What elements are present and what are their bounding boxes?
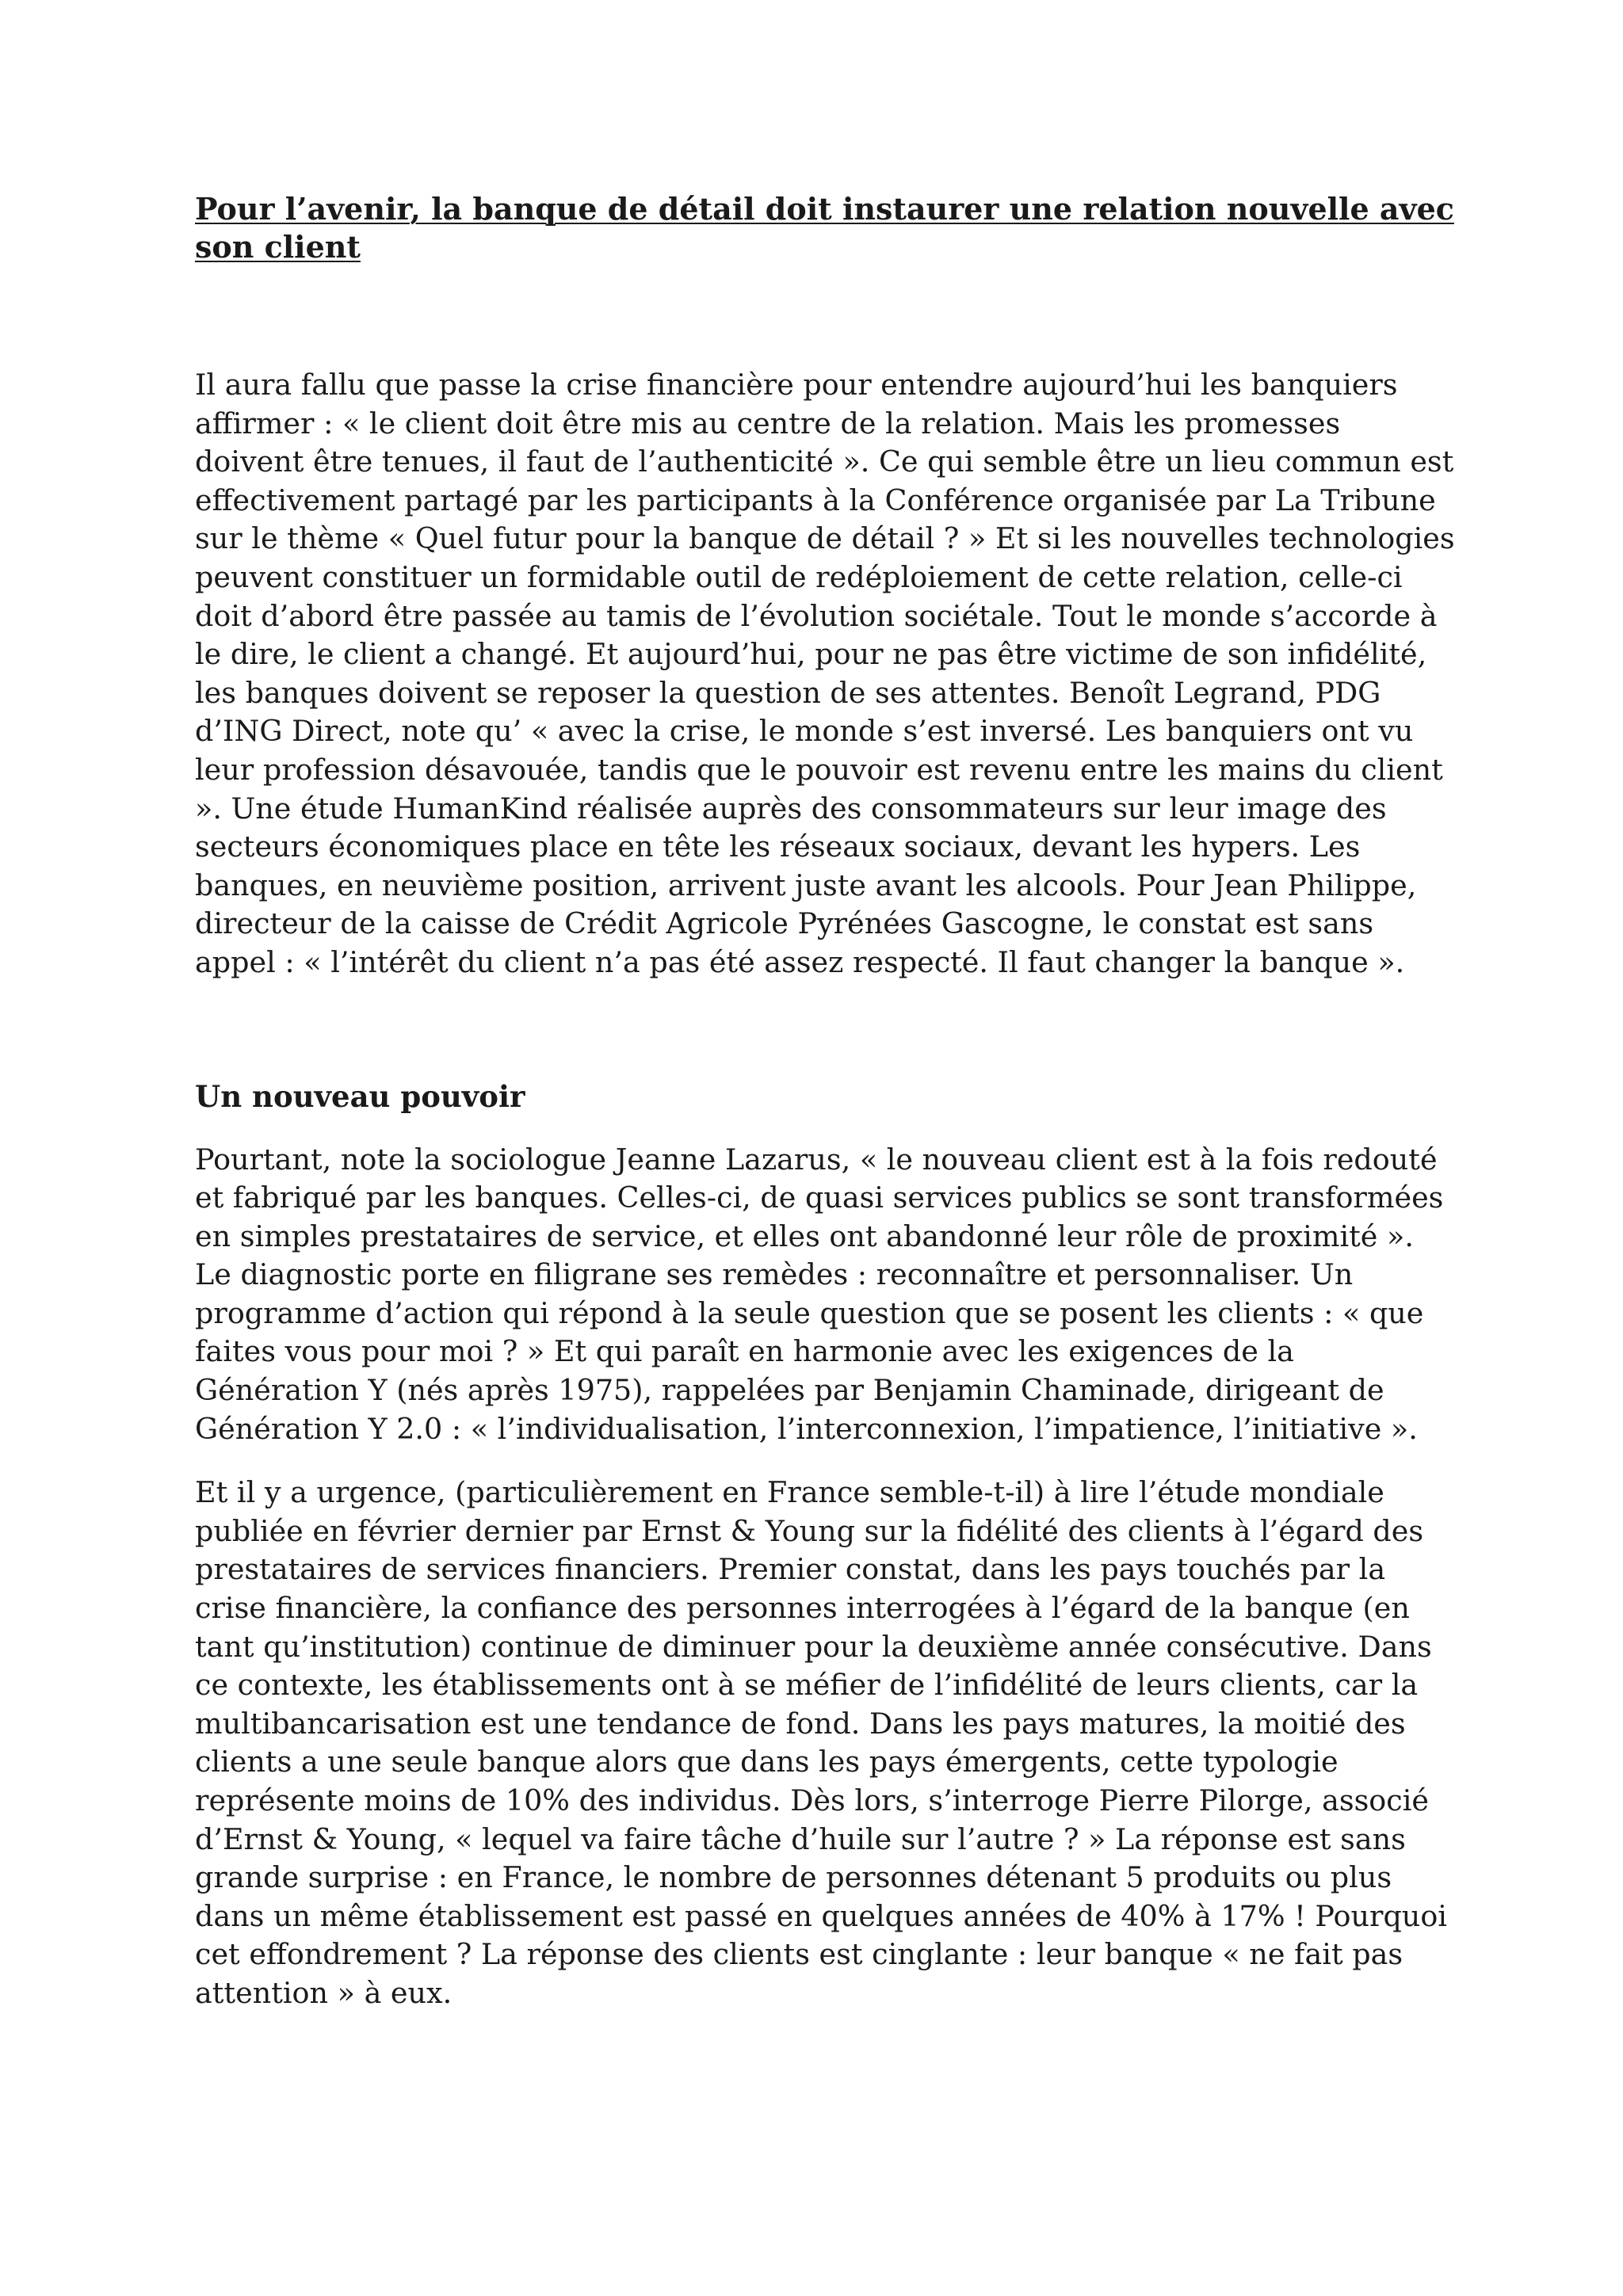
- section-paragraph-1: Pourtant, note la sociologue Jeanne Lazarus, « le nouveau client est à la fois redouté et fabriqué par les banques. Celles-ci, de quasi services publics se sont transformées en simples prestataires de service, et elles ont abandonné leur rôle de proximité ». Le diagnostic porte en filigrane ses remèdes : reconnaître et personnaliser. Un programme d’action qui répond à la seule question que se posent les clients : « que faites vous pour moi ? » Et qui paraît en harmonie avec les exigences de la Génération Y (nés après 1975), rappelées par Benjamin Chaminade, dirigeant de Génération Y 2.0 : « l’individualisation, l’interconnexion, l’impatience, l’initiative ».: [195, 1142, 1444, 1446]
- article-body: [195, 190, 1455, 2013]
- section-paragraph-2: Et il y a urgence, (particulièrement en France semble-t-il) à lire l’étude mondiale publiée en février dernier par Ernst & Young sur la fidélité des clients à l’égard des prestataires de services financiers. Premier constat, dans les pays touchés par la crise financière, la confiance des personnes interrogées à l’égard de la banque (en tant qu’institution) continue de diminuer pour la deuxième année consécutive. Dans ce contexte, les établissements ont à se méfier de l’infidélité de leurs clients, car la multibancarisation est une tendance de fond. Dans les pays matures, la moitié des clients a une seule banque alors que dans les pays émergents, cette typologie représente moins de 10% des individus. Dès lors, s’interroge Pierre Pilorge, associé d’Ernst & Young, « lequel va faire tâche d’huile sur l’autre ? » La réponse est sans grande surprise : en France, le nombre de personnes détenant 5 produits ou plus dans un même établissement est passé en quelques années de 40% à 17% ! Pourquoi cet effondrement ? La réponse des clients est cinglante : leur banque « ne fait pas attention » à eux.: [195, 1475, 1447, 2010]
- article-title: Pour l’avenir, la banque de détail doit instaurer une relation nouvelle avec son client: [195, 191, 1454, 265]
- intro-paragraph: Il aura fallu que passe la crise financière pour entendre aujourd’hui les banquiers affirmer : « le client doit être mis au centre de la relation. Mais les promesses doivent être tenues, il faut de l’authenticité ». Ce qui semble être un lieu commun est effectivement partagé par les participants à la Conférence organisée par La Tribune sur le thème « Quel futur pour la banque de détail ? » Et si les nouvelles technologies peuvent constituer un formidable outil de redéploiement de cette relation, celle-ci doit d’abord être passée au tamis de l’évolution sociétale. Tout le monde s’accorde à le dire, le client a changé. Et aujourd’hui, pour ne pas être victime de son infidélité, les banques doivent se reposer la question de ses attentes. Benoît Legrand, PDG d’ING Direct, note qu’ « avec la crise, le monde s’est inversé. Les banquiers ont vu leur profession désavouée, tandis que le pouvoir est revenu entre les mains du client ». Une étude HumanKind réalisée auprès des consommateurs sur leur image des secteurs économiques place en tête les réseaux sociaux, devant les hypers. Les banques, en neuvième position, arrivent juste avant les alcools. Pour Jean Philippe, directeur de la caisse de Crédit Agricole Pyrénées Gascogne, le constat est sans appel : « l’intérêt du client n’a pas été assez respecté. Il faut changer la banque ».: [195, 368, 1455, 979]
- section-heading: Un nouveau pouvoir: [195, 1078, 525, 1114]
